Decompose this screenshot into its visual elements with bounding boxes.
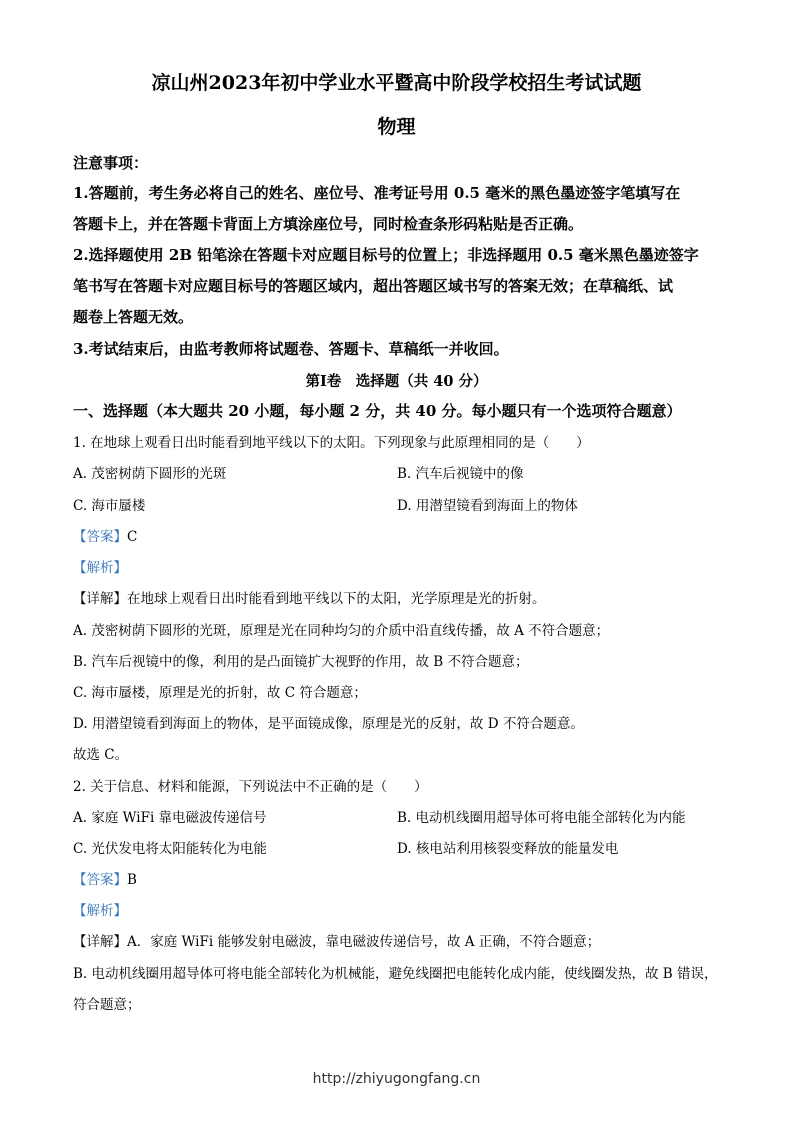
answer-value: C xyxy=(127,529,138,545)
option-b: B. 汽车后视镜中的像 xyxy=(397,466,524,482)
explanation-line: A. 茂密树荫下圆形的光斑，原理是光在同种均匀的介质中沿直线传播，故 A 不符合题意； xyxy=(73,623,610,639)
detail-label: 【详解】 xyxy=(73,934,127,950)
notice-heading: 注意事项： xyxy=(73,154,149,172)
option-a: A. 茂密树荫下圆形的光斑 xyxy=(73,466,227,482)
subject-title: 物理 xyxy=(377,116,416,138)
notice-line: 1.答题前，考生务必将自己的姓名、座位号、准考证号用 0.5 毫米的黑色墨迹签字笔填写在 xyxy=(73,184,681,202)
explanation-line: B. 电动机线圈用超导体可将电能全部转化为机械能，避免线圈把电能转化成内能，使线圈发热，故 B 错误， xyxy=(73,966,718,982)
detail-text: 在地球上观看日出时能看到地平线以下的太阳，光学原理是光的折射。 xyxy=(127,591,546,607)
answer-line xyxy=(73,868,137,888)
section-title: 一、选择题（本大题共 20 小题，每小题 2 分，共 40 分。每小题只有一个选项符合题意） xyxy=(73,402,682,420)
option-b: B. 电动机线圈用超导体可将电能全部转化为内能 xyxy=(397,810,686,826)
explanation-line: D. 用潜望镜看到海面上的物体，是平面镜成像，原理是光的反射，故 D 不符合题意。 xyxy=(73,716,584,732)
explanation-line: C. 海市蜃楼，原理是光的折射，故 C 符合题意； xyxy=(73,685,367,701)
option-d: D. 用潜望镜看到海面上的物体 xyxy=(397,498,578,514)
notice-line: 答题卡上，并在答题卡背面上方填涂座位号，同时检查条形码粘贴是否正确。 xyxy=(73,215,584,233)
explanation-line: B. 汽车后视镜中的像，利用的是凸面镜扩大视野的作用，故 B 不符合题意； xyxy=(73,654,529,670)
question-stem: 2. 关于信息、材料和能源，下列说法中不正确的是（ ） xyxy=(73,779,428,795)
option-d: D. 核电站利用核裂变释放的能量发电 xyxy=(397,841,619,857)
notice-line: 题卷上答题无效。 xyxy=(73,308,194,326)
detail-text: A．家庭 WiFi 能够发射电磁波，靠电磁波传递信号，故 A 正确，不符合题意； xyxy=(127,934,601,950)
option-c: C. 海市蜃楼 xyxy=(73,498,146,514)
analysis-label: 【解析】 xyxy=(73,560,127,576)
question-stem: 1. 在地球上观看日出时能看到地平线以下的太阳。下列现象与此原理相同的是（ ） xyxy=(73,435,590,451)
answer-label: 【答案】 xyxy=(73,872,127,888)
notice-line: 笔书写在答题卡对应题目标号的答题区域内，超出答题区域书写的答案无效；在草稿纸、试 xyxy=(73,277,674,295)
detail-label: 【详解】 xyxy=(73,591,127,607)
notice-line: 2.选择题使用 2B 铅笔涂在答题卡对应题目标号的位置上；非选择题用 0.5 毫米黑色墨迹签字 xyxy=(73,246,699,264)
answer-value: B xyxy=(127,872,137,888)
explanation-line: 符合题意； xyxy=(73,997,141,1013)
detail-line xyxy=(73,930,600,950)
part-title: 第Ⅰ卷 选择题（共 40 分） xyxy=(305,373,488,390)
option-c: C. 光伏发电将太阳能转化为电能 xyxy=(73,841,267,857)
explanation-line: 故选 C。 xyxy=(73,747,129,763)
analysis-label: 【解析】 xyxy=(73,903,127,919)
detail-line xyxy=(73,587,546,607)
exam-title: 凉山州2023年初中学业水平暨高中阶段学校招生考试试题 xyxy=(151,72,642,94)
footer-url[interactable]: http://zhiyugongfang.cn xyxy=(312,1071,481,1087)
notice-line: 3.考试结束后，由监考教师将试题卷、答题卡、草稿纸一并收回。 xyxy=(73,340,509,358)
option-a: A. 家庭 WiFi 靠电磁波传递信号 xyxy=(73,810,267,826)
answer-line xyxy=(73,525,137,545)
answer-label: 【答案】 xyxy=(73,529,127,545)
